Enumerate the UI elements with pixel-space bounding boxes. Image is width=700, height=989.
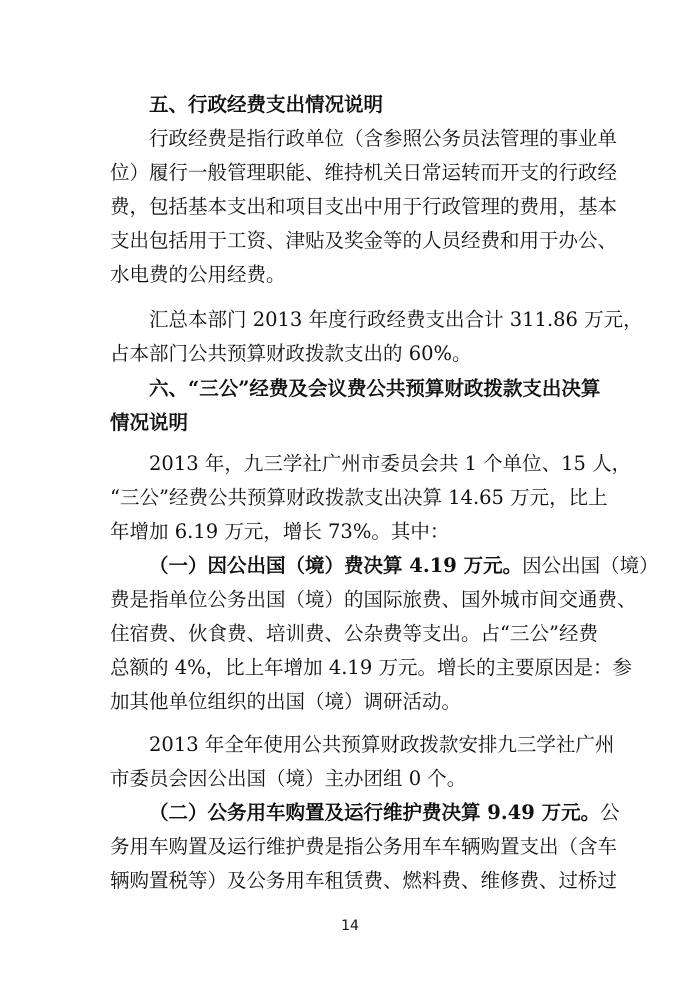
item-1-title: （一）因公出国（境）费决算 4.19 万元。: [149, 554, 523, 577]
item-2-paragraph: （二）公务用车购置及运行维护费决算 9.49 万元。公 务用车购置及运行维护费是指公务用车车辆购置支出（含车 辆购置税等）及公务用车租赁费、燃料费、维修费、过桥过: [110, 801, 620, 892]
section-5-heading: 五、行政经费支出情况说明: [149, 93, 384, 116]
item-1-paragraph: （一）因公出国（境）费决算 4.19 万元。因公出国（境） 费是指单位公务出国（境）的国际旅费、国外城市间交通费、 住宿费、伙食费、培训费、公杂费等支出。占“三公”经费 总额的 4%，比上年增加 4.19 万元。增长的主要原因是：参 加其他单位组织的出国（境）调研活动。: [110, 554, 659, 713]
section-6-heading: 六、“三公”经费及会议费公共预算财政拨款支出决算 情况说明: [110, 377, 601, 434]
page-number: 14: [341, 918, 359, 934]
section-5-paragraph-1: 行政经费是指行政单位（含参照公务员法管理的事业单 位）履行一般管理职能、维持机关日常运转而开支的行政经 费，包括基本支出和项目支出中用于行政管理的费用，基本 支出包括用于工资、津贴及奖金等的人员经费和用于办公、 水电费的公用经费。: [110, 127, 618, 286]
section-6-paragraph-1: 2013 年，九三学社广州市委员会共 1 个单位、15 人， “三公”经费公共预算财政拨款支出决算 14.65 万元，比上 年增加 6.19 万元，增长 73%。其中：: [110, 452, 632, 543]
item-2-title: （二）公务用车购置及运行维护费决算 9.49 万元。: [149, 801, 601, 824]
section-5-paragraph-2: 汇总本部门 2013 年度行政经费支出合计 311.86 万元， 占本部门公共预算财政拨款支出的 60%。: [110, 308, 643, 365]
section-6-paragraph-2: 2013 年全年使用公共预算财政拨款安排九三学社广州 市委员会因公出国（境）主办团组 0 个。: [110, 733, 615, 790]
